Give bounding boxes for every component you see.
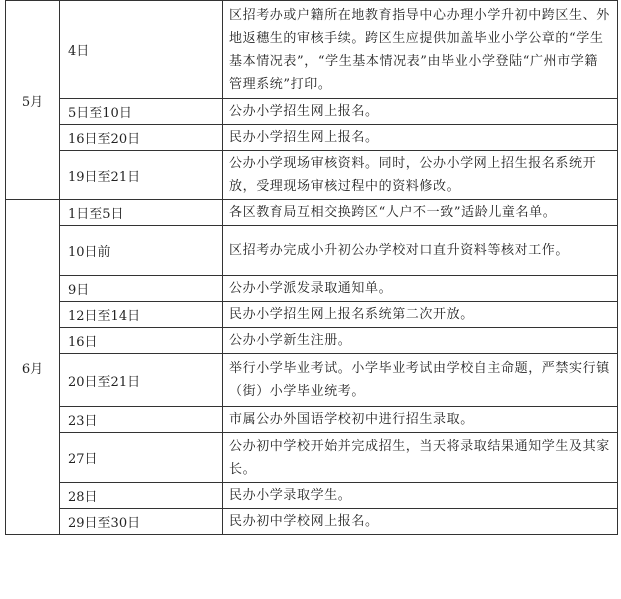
date-cell: 29日至30日 bbox=[60, 509, 223, 535]
table-row bbox=[6, 483, 618, 509]
date-cell: 16日 bbox=[60, 328, 223, 354]
date-cell: 4日 bbox=[60, 1, 223, 99]
description-cell: 公办小学派发录取通知单。 bbox=[223, 276, 618, 302]
table-row bbox=[6, 509, 618, 535]
date-cell: 5日至10日 bbox=[60, 99, 223, 125]
date-cell: 23日 bbox=[60, 407, 223, 433]
date-cell: 19日至21日 bbox=[60, 151, 223, 200]
date-cell: 28日 bbox=[60, 483, 223, 509]
table-row bbox=[6, 276, 618, 302]
table-row bbox=[6, 433, 618, 483]
description-cell: 区招考办或户籍所在地教育指导中心办理小学升初中跨区生、外地返穗生的审核手续。跨区生应提供加盖毕业小学公章的“学生基本情况表”，“学生基本情况表”由毕业小学登陆“广州市学籍管理系统”打印。 bbox=[223, 1, 618, 99]
table-row bbox=[6, 1, 618, 99]
description-cell: 民办小学招生网上报名系统第二次开放。 bbox=[223, 302, 618, 328]
date-cell: 16日至20日 bbox=[60, 125, 223, 151]
table-row bbox=[6, 226, 618, 276]
description-cell: 民办初中学校网上报名。 bbox=[223, 509, 618, 535]
description-cell: 公办初中学校开始并完成招生，当天将录取结果通知学生及其家长。 bbox=[223, 433, 618, 483]
description-cell: 公办小学招生网上报名。 bbox=[223, 99, 618, 125]
table-row bbox=[6, 151, 618, 200]
date-cell: 1日至5日 bbox=[60, 200, 223, 226]
table-row bbox=[6, 354, 618, 407]
date-cell: 12日至14日 bbox=[60, 302, 223, 328]
description-cell: 民办小学录取学生。 bbox=[223, 483, 618, 509]
month-cell-may: 5月 bbox=[6, 1, 60, 200]
date-cell: 27日 bbox=[60, 433, 223, 483]
date-cell: 10日前 bbox=[60, 226, 223, 276]
table-row bbox=[6, 302, 618, 328]
description-cell: 区招考办完成小升初公办学校对口直升资料等核对工作。 bbox=[223, 226, 618, 276]
admission-schedule-table bbox=[5, 0, 618, 535]
table-row bbox=[6, 200, 618, 226]
description-cell: 市属公办外国语学校初中进行招生录取。 bbox=[223, 407, 618, 433]
description-cell: 举行小学毕业考试。小学毕业考试由学校自主命题，严禁实行镇（街）小学毕业统考。 bbox=[223, 354, 618, 407]
date-cell: 20日至21日 bbox=[60, 354, 223, 407]
description-cell: 公办小学现场审核资料。同时，公办小学网上招生报名系统开放，受理现场审核过程中的资料修改。 bbox=[223, 151, 618, 200]
table-row bbox=[6, 407, 618, 433]
description-cell: 民办小学招生网上报名。 bbox=[223, 125, 618, 151]
table-row bbox=[6, 99, 618, 125]
description-cell: 各区教育局互相交换跨区“人户不一致”适龄儿童名单。 bbox=[223, 200, 618, 226]
table-row bbox=[6, 328, 618, 354]
month-cell-june: 6月 bbox=[6, 200, 60, 535]
table-row bbox=[6, 125, 618, 151]
description-cell: 公办小学新生注册。 bbox=[223, 328, 618, 354]
date-cell: 9日 bbox=[60, 276, 223, 302]
